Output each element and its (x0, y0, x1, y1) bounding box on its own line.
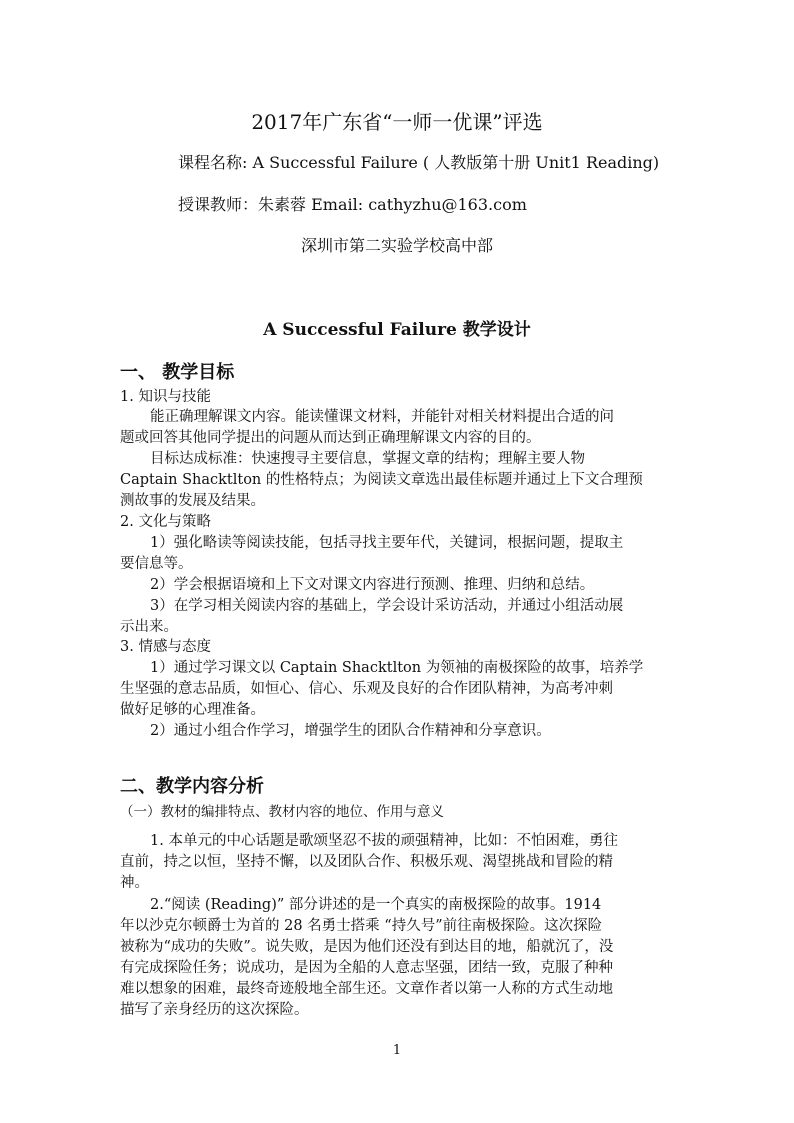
s2-line: 描写了亲身经历的这次探险。 (120, 1002, 309, 1018)
section-heading-teaching-goals: 一、 教学目标 (120, 362, 235, 383)
s2-line: 神。 (120, 875, 149, 891)
s1-line: 3）在学习相关阅读内容的基础上，学会设计采访活动，并通过小组活动展 (150, 598, 624, 614)
s1-line: 题或回答其他同学提出的问题从而达到正确理解课文内容的目的。 (120, 430, 541, 446)
s1-line: 2. 文化与策略 (120, 514, 211, 530)
s1-line: 1）通过学习课文以 Captain Shacktlton 为领袖的南极探险的故事，培养学 (150, 660, 644, 676)
s1-line: 1. 知识与技能 (120, 389, 211, 405)
page-number: 1 (392, 1043, 402, 1058)
course-name: 课程名称: A Successful Failure ( 人教版第十册 Unit1 Reading) (178, 153, 660, 172)
s1-line: 3. 情感与态度 (120, 639, 211, 655)
s2-line: 被称为“成功的失败”。说失败，是因为他们还没有到达目的地，船就沉了，没 (120, 939, 614, 955)
s1-line: 要信息等。 (120, 556, 193, 572)
s1-line: 能正确理解课文内容。能读懂课文材料，并能针对相关材料提出合适的问 (150, 409, 614, 425)
s2-line: 有完成探险任务；说成功，是因为全船的人意志坚强，团结一致，克服了种种 (120, 960, 613, 976)
s2-line: 年以沙克尔顿爵士为首的 28 名勇士搭乘 “持久号”前往南极探险。这次探险 (120, 918, 603, 934)
lesson-design-title: A Successful Failure 教学设计 (263, 320, 531, 340)
s2-line: 1. 本单元的中心话题是歌颂坚忍不拔的顽强精神，比如：不怕困难，勇往 (150, 833, 618, 849)
s1-line: Captain Shacktlton 的性格特点；为阅读文章选出最佳标题并通过上下文合理预 (120, 472, 643, 488)
s2-line: 2.“阅读 (Reading)” 部分讲述的是一个真实的南极探险的故事。1914 (150, 897, 602, 913)
s1-line: 示出来。 (120, 619, 178, 635)
s1-line: 生坚强的意志品质，如恒心、信心、乐观及良好的合作团队精神，为高考冲刺 (120, 681, 613, 697)
school-name: 深圳市第二实验学校高中部 (300, 236, 493, 255)
document-header-title: 2017年广东省“一师一优课”评选 (251, 110, 543, 134)
s1-line: 2）学会根据语境和上下文对课文内容进行预测、推理、归纳和总结。 (150, 577, 595, 593)
s1-line: 测故事的发展及结果。 (120, 493, 265, 509)
teacher-info: 授课教师：朱素蓉 Email: cathyzhu@163.com (178, 195, 527, 214)
s1-line: 目标达成标准：快速搜寻主要信息，掌握文章的结构；理解主要人物 (150, 451, 585, 467)
s2-line: 难以想象的困难，最终奇迹般地全部生还。文章作者以第一人称的方式生动地 (120, 981, 613, 997)
s1-line: 2）通过小组合作学习，增强学生的团队合作精神和分享意识。 (150, 723, 551, 739)
s2-line: 直前，持之以恒，坚持不懈，以及团队合作、积极乐观、渴望挑战和冒险的精 (120, 854, 613, 870)
section-heading-content-analysis: 二、教学内容分析 (120, 776, 264, 797)
subsection-heading: （一）教材的编排特点、教材内容的地位、作用与意义 (120, 804, 444, 820)
s1-line: 1）强化略读等阅读技能，包括寻找主要年代，关键词，根据问题，提取主 (150, 535, 624, 551)
s1-line: 做好足够的心理准备。 (120, 702, 265, 718)
